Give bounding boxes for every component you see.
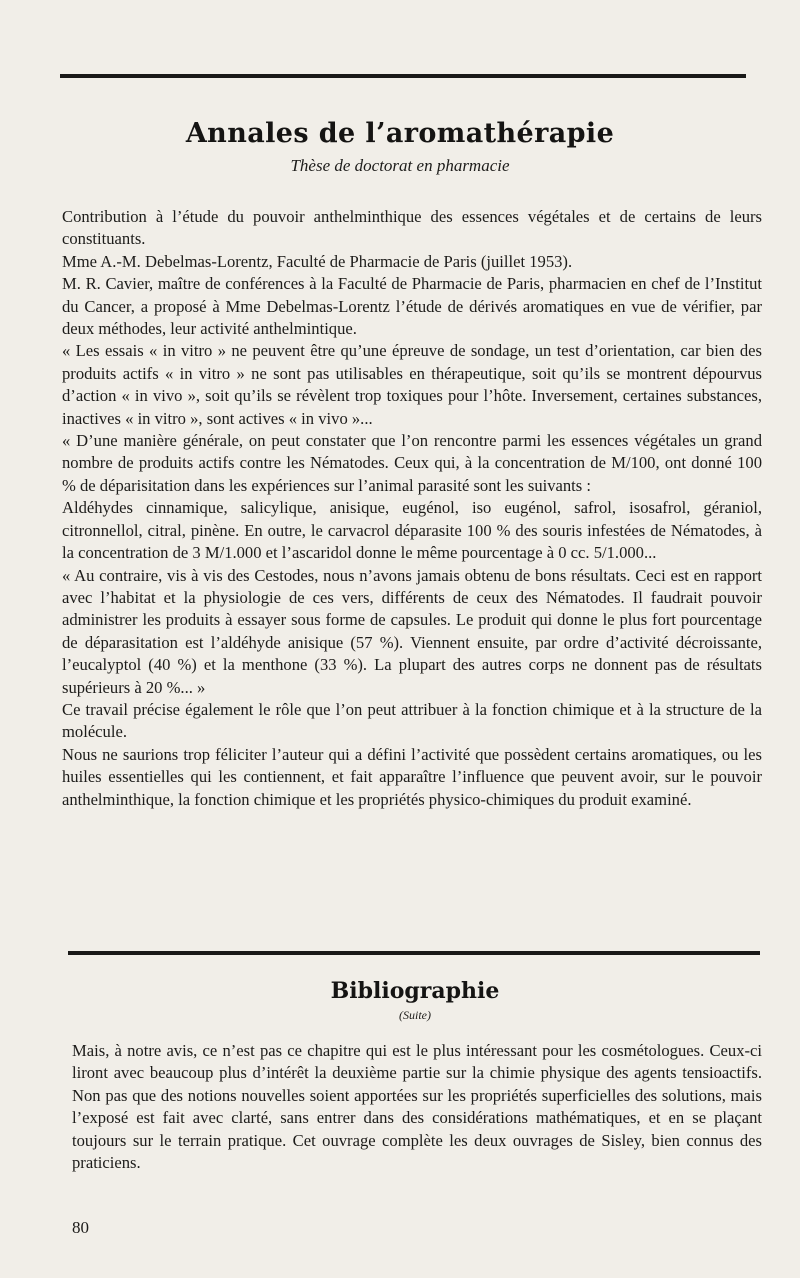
section-divider <box>68 951 760 955</box>
article-paragraph: « D’une manière générale, on peut constater que l’on rencontre parmi les essences végétales un grand nombre de produits actifs contre les Nématodes. Ceux qui, à la concentration de M/100, ont donné 100 % de déparisitation dans les expériences sur l’animal parasité sont les suivants : <box>62 431 762 495</box>
article-paragraph: « Les essais « in vitro » ne peuvent être qu’une épreuve de sondage, un test d’orientation, car bien des produits actifs « in vitro » ne sont pas utilisables en thérapeutique, soit qu’ils se montrent dépourvus d’action « in vivo », soit qu’ils se révèlent trop toxiques pour l’hôte. Inversement, certaines substances, inactives « in vitro », sont actives « in vivo »... <box>62 341 762 428</box>
bibliography-paragraph: Mais, à notre avis, ce n’est pas ce chapitre qui est le plus intéressant pour les cosmétologues. Ceux-ci liront avec beaucoup plus d’intérêt la deuxième partie sur la chimie physique des agents tensioactifs. Non pas que des notions nouvelles soient apportées sur les propriétés superficielles des solutions, mais l’exposé est fait avec clarté, sans entrer dans des considérations mathématiques, et en se plaçant toujours sur le terrain pratique. Cet ouvrage complète les deux ouvrages de Sisley, bien connus des praticiens. <box>72 1041 762 1173</box>
article-paragraph: « Au contraire, vis à vis des Cestodes, nous n’avons jamais obtenu de bons résultats. Ceci est en rapport avec l’habitat et la physiologie de ces vers, différents de ceux des Nématodes. Il faudrait pouvoir administrer les produits à essayer sous forme de capsules. Le produit qui donne le plus fort pourcentage de déparasitation est l’aldéhyde anisique (57 %). Viennent ensuite, par ordre d’activité décroissante, l’eucalyptol (40 %) et la menthone (33 %). La plupart des autres corps ne donnent pas de résultats supérieurs à 20 %... » <box>62 565 762 697</box>
bibliography-title: Bibliographie <box>330 978 500 1004</box>
bibliography-subtitle: (Suite) <box>399 1008 431 1022</box>
page-number: 80 <box>72 1218 89 1237</box>
article-paragraph: Mme A.-M. Debelmas-Lorentz, Faculté de Pharmacie de Paris (juillet 1953). <box>62 251 573 271</box>
top-divider <box>60 74 746 78</box>
article-paragraph: Contribution à l’étude du pouvoir anthelminthique des essences végétales et de certains de leurs constituants. <box>62 207 762 249</box>
article-paragraph: Ce travail précise également le rôle que l’on peut attribuer à la fonction chimique et à la structure de la molécule. <box>62 699 762 742</box>
page-subtitle: Thèse de doctorat en pharmacie <box>290 156 510 175</box>
article-paragraph: Aldéhydes cinnamique, salicylique, anisique, eugénol, iso eugénol, safrol, isosafrol, géraniol, citronnellol, citral, pinène. En outre, le carvacrol déparasite 100 % des souris infestées de Nématodes, à la concentration de 3 M/1.000 et l’ascaridol donne le même pourcentage à 0 cc. 5/1.000... <box>62 498 762 563</box>
article-body <box>62 206 762 811</box>
article-paragraph: Nous ne saurions trop féliciter l’auteur qui a défini l’activité que possèdent certains aromatiques, ou les huiles essentielles qui les contiennent, et fait apparaître l’influence que peuvent avoir, sur le pouvoir anthelminthique, la fonction chimique et les propriétés physico-chimiques du produit examiné. <box>62 744 762 809</box>
bibliography-body <box>72 1040 762 1174</box>
article-paragraph: M. R. Cavier, maître de conférences à la Faculté de Pharmacie de Paris, pharmacien en chef de l’Institut du Cancer, a proposé à Mme Debelmas-Lorentz l’étude de dérivés aromatiques en vue de vérifier, par deux méthodes, leur activité anthelmintique. <box>62 274 762 339</box>
page-title: Annales de l’aromathérapie <box>185 118 615 149</box>
